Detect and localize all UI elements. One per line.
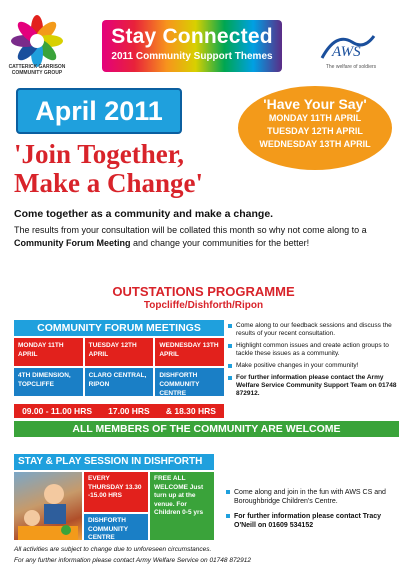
- banner-subtitle: 2011 Community Support Themes: [111, 51, 273, 62]
- forum-venue-cell: CLARO CENTRAL, RIPON: [85, 368, 154, 396]
- forum-bullet: Come along to our feedback sessions and discuss the results of your recent consultation.: [228, 322, 403, 338]
- intro-tagline: Come together as a community and make a change.: [14, 208, 274, 220]
- outstations-locations: Topcliffe/Dishforth/Ripon: [143, 300, 264, 311]
- forum-times-bar: [14, 404, 224, 418]
- stay-play-schedule: EVERY THURSDAY 13.30 -15.00 HRS: [84, 472, 148, 512]
- headline-line: Make a Change': [14, 168, 203, 198]
- forum-bullet: For further information please contact the Army Welfare Service Community Support Team on 01748 872912.: [228, 374, 403, 398]
- stay-play-free-info: FREE ALL WELCOME Just turn up at the venue. For Children 0-5 yrs: [150, 472, 214, 540]
- forum-bullet: Make positive changes in your community!: [228, 362, 403, 370]
- forum-venue-cell: 4TH DIMENSION, TOPCLIFFE: [14, 368, 83, 396]
- stay-play-bullet: For further information please contact Tracy O'Neill on 01609 534152: [226, 512, 401, 530]
- forum-bullet: Highlight common issues and create action groups to tackle these issues as a community.: [228, 342, 403, 358]
- forum-day-cell: WEDNESDAY 13TH APRIL: [155, 338, 224, 366]
- footer-disclaimer: All activities are subject to change due to unforeseen circumstances.: [14, 546, 212, 553]
- forum-time: 17.00 HRS: [108, 406, 150, 416]
- forum-days-row: [14, 338, 224, 366]
- aws-logo: [318, 30, 378, 64]
- forum-venues-row: [14, 368, 224, 396]
- intro-emphasis: Community Forum Meeting: [14, 238, 131, 248]
- community-group-name: CATTERICK GARRISON COMMUNITY GROUP: [8, 64, 66, 76]
- forum-time: 09.00 - 11.00 HRS: [22, 406, 92, 416]
- forum-bullet-list: [228, 322, 403, 402]
- outstations-title: OUTSTATIONS PROGRAMME: [112, 284, 295, 299]
- have-your-say-date: TUESDAY 12TH APRIL: [267, 126, 363, 136]
- intro-paragraph: [14, 224, 399, 250]
- forum-day-cell: TUESDAY 12TH APRIL: [85, 338, 154, 366]
- forum-meetings-grid: [14, 338, 224, 398]
- children-playing-photo: [14, 472, 82, 540]
- stay-play-bullet-list: [226, 488, 401, 536]
- forum-meetings-header: COMMUNITY FORUM MEETINGS: [14, 320, 224, 336]
- forum-time: & 18.30 HRS: [165, 406, 216, 416]
- stay-play-bullet: Come along and join in the fun with AWS CS and Boroughbridge Children's Centre.: [226, 488, 401, 506]
- forum-venue-cell: DISHFORTH COMMUNITY CENTRE: [155, 368, 224, 396]
- banner-title: Stay Connected: [111, 25, 273, 48]
- intro-text: and change your communities for the better!: [130, 238, 310, 248]
- headline-line: 'Join Together,: [14, 139, 185, 169]
- intro-text: The results from your consultation will be collated this month so why not come along to a: [14, 225, 367, 235]
- headline: [14, 140, 274, 198]
- month-banner: April 2011: [16, 88, 182, 134]
- stay-connected-banner: [102, 20, 282, 72]
- aws-logo-text: AWS: [332, 44, 361, 60]
- aws-tagline: The welfare of soldiers: [325, 64, 377, 70]
- have-your-say-date: MONDAY 11TH APRIL: [268, 113, 362, 123]
- stay-play-header: STAY & PLAY SESSION IN DISHFORTH: [14, 454, 214, 470]
- stay-play-venue: DISHFORTH COMMUNITY CENTRE: [84, 514, 148, 540]
- forum-day-cell: MONDAY 11TH APRIL: [14, 338, 83, 366]
- all-members-welcome-banner: ALL MEMBERS OF THE COMMUNITY ARE WELCOME: [14, 421, 399, 437]
- have-your-say-title: 'Have Your Say': [263, 96, 367, 112]
- footer-contact: For any further information please contact Army Welfare Service on 01748 872912: [14, 557, 252, 564]
- have-your-say-date: WEDNESDAY 13TH APRIL: [259, 139, 371, 149]
